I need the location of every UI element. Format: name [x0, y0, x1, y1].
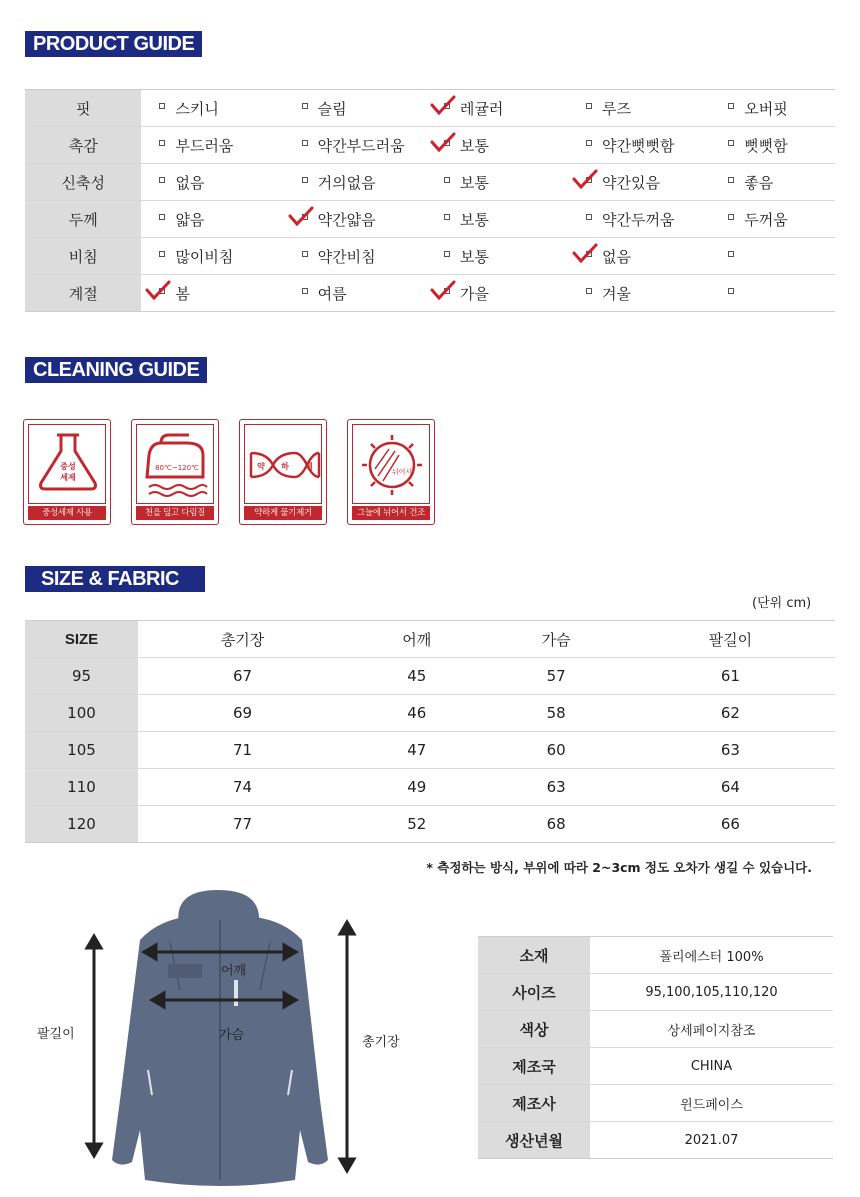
guide-option	[284, 201, 426, 238]
guide-option	[426, 164, 568, 201]
size-label-cell: 110	[25, 769, 138, 806]
checkbox-icon	[159, 214, 165, 220]
label-chest: 가슴	[219, 1028, 245, 1043]
size-header-row	[25, 621, 835, 658]
guide-option-label: 보통	[459, 173, 489, 192]
guide-option	[710, 127, 835, 164]
guide-option	[141, 127, 283, 164]
checkmark-icon	[430, 94, 456, 116]
wring-char-3: 게	[305, 462, 313, 471]
checkbox-icon	[302, 140, 308, 146]
fabric-value: 폴리에스터 100%	[590, 937, 833, 974]
guide-option	[141, 90, 283, 127]
guide-option	[710, 164, 835, 201]
checkbox-icon	[728, 288, 734, 294]
guide-option-label: 루즈	[602, 99, 632, 118]
checkbox-icon	[586, 140, 592, 146]
guide-option	[710, 275, 835, 312]
checkbox-icon	[302, 103, 308, 109]
guide-row	[25, 164, 835, 201]
guide-option-label: 겨울	[602, 284, 632, 303]
care-item-iron	[131, 419, 219, 525]
size-value-cell: 64	[626, 769, 835, 806]
fabric-row	[478, 1011, 833, 1048]
guide-option	[141, 275, 283, 312]
guide-option-label: 오버핏	[744, 99, 788, 118]
guide-option	[568, 164, 710, 201]
checkmark-icon	[145, 279, 171, 301]
fabric-row	[478, 1085, 833, 1122]
fabric-label: 생산년월	[478, 1122, 590, 1159]
checkbox-icon	[586, 103, 592, 109]
guide-row	[25, 275, 835, 312]
fabric-value: 상세페이지참조	[590, 1011, 833, 1048]
size-row	[25, 658, 835, 695]
checkbox-icon	[728, 177, 734, 183]
guide-option-label: 슬림	[317, 99, 347, 118]
wring-char-1: 약	[257, 462, 265, 471]
dry-label: 뉘어서	[391, 468, 413, 476]
fabric-label: 사이즈	[478, 974, 590, 1011]
size-value-cell: 58	[486, 695, 625, 732]
guide-option-label: 약간있음	[602, 173, 661, 192]
shade-dry-flat-icon	[353, 425, 431, 503]
size-value-cell: 47	[347, 732, 486, 769]
care-item-detergent	[23, 419, 111, 525]
size-header-cell: 어깨	[347, 621, 486, 658]
size-value-cell: 74	[138, 769, 347, 806]
size-value-cell: 60	[486, 732, 625, 769]
checkbox-icon	[159, 251, 165, 257]
checkbox-icon	[728, 140, 734, 146]
size-value-cell: 63	[626, 732, 835, 769]
checkmark-icon	[288, 205, 314, 227]
size-value-cell: 57	[486, 658, 625, 695]
fabric-row	[478, 974, 833, 1011]
checkbox-icon	[728, 103, 734, 109]
checkbox-icon	[159, 177, 165, 183]
guide-option-label: 약간두꺼움	[602, 210, 675, 229]
size-value-cell: 52	[407, 815, 427, 833]
guide-option-label: 뻣뻣함	[744, 136, 788, 155]
size-header-cell: 가슴	[486, 621, 625, 658]
guide-option-label: 없음	[602, 247, 632, 266]
size-value-cell: 71	[138, 732, 347, 769]
guide-option-label: 좋음	[744, 173, 774, 192]
fabric-label: 색상	[478, 1011, 590, 1048]
size-header-cell: SIZE	[25, 621, 138, 658]
guide-option-label: 약간뻣뻣함	[602, 136, 675, 155]
care-item-wring	[239, 419, 327, 525]
guide-row-label: 비침	[25, 238, 141, 275]
size-row	[25, 806, 835, 843]
guide-option-label: 레귤러	[459, 99, 504, 118]
size-value-cell: 68	[546, 815, 566, 833]
guide-option-label: 없음	[175, 173, 205, 192]
care-item-dry	[347, 419, 435, 525]
guide-option	[568, 201, 710, 238]
guide-row	[25, 238, 835, 275]
guide-row-label: 신축성	[25, 164, 141, 201]
gentle-wring-icon	[245, 425, 323, 503]
label-length: 총기장	[362, 1035, 400, 1050]
guide-option	[568, 90, 710, 127]
detergent-line1: 중성	[60, 462, 76, 471]
guide-option-label: 여름	[317, 284, 347, 303]
guide-option	[568, 275, 710, 312]
checkbox-icon	[728, 214, 734, 220]
size-note: * 측정하는 방식, 부위에 따라 2~3cm 정도 오차가 생길 수 있습니다.	[426, 860, 812, 875]
fabric-value: 윈드페이스	[590, 1085, 833, 1122]
checkbox-icon	[159, 103, 165, 109]
guide-option-label: 부드러움	[175, 136, 234, 155]
guide-row	[25, 201, 835, 238]
guide-option	[141, 238, 283, 275]
care-caption: 약하게 물기제거	[244, 506, 322, 520]
guide-option	[710, 238, 835, 275]
size-unit: (단위 cm)	[752, 596, 812, 611]
product-guide-title: PRODUCT GUIDE	[25, 31, 202, 57]
guide-row-label: 계절	[25, 275, 141, 312]
checkmark-icon	[572, 168, 598, 190]
guide-option	[284, 275, 426, 312]
guide-option-label: 보통	[459, 247, 489, 266]
guide-option-label: 가을	[459, 284, 489, 303]
size-value-cell: 63	[486, 769, 625, 806]
iron-icon	[137, 425, 215, 503]
checkmark-icon	[430, 279, 456, 301]
fabric-row	[478, 937, 833, 974]
checkmark-icon	[430, 131, 456, 153]
guide-option	[426, 238, 568, 275]
guide-option	[568, 127, 710, 164]
checkbox-icon	[302, 288, 308, 294]
guide-option-label: 약간비침	[317, 247, 376, 266]
product-guide-table	[25, 89, 835, 312]
size-value-cell: 67	[138, 658, 347, 695]
guide-row-label: 촉감	[25, 127, 141, 164]
detergent-line2: 세제	[60, 473, 76, 482]
label-shoulder: 어깨	[221, 964, 247, 979]
checkbox-icon	[586, 214, 592, 220]
size-value-cell: 45	[347, 658, 486, 695]
guide-option	[426, 201, 568, 238]
guide-row-label: 핏	[25, 90, 141, 127]
size-value-cell: 49	[347, 769, 486, 806]
size-value-cell: 61	[626, 658, 835, 695]
size-table	[25, 620, 835, 843]
size-value-cell: 77	[233, 815, 253, 833]
neutral-detergent-icon	[29, 425, 107, 503]
size-value-cell: 69	[138, 695, 347, 732]
guide-option-label: 봄	[175, 284, 190, 303]
guide-option	[284, 127, 426, 164]
checkbox-icon	[444, 214, 450, 220]
guide-option-label: 보통	[459, 136, 489, 155]
size-header-cell: 팔길이	[626, 621, 835, 658]
fabric-label: 제조사	[478, 1085, 590, 1122]
size-header-cell: 총기장	[138, 621, 347, 658]
guide-option	[141, 164, 283, 201]
guide-option-label: 스키니	[175, 99, 219, 118]
guide-option	[426, 90, 568, 127]
checkbox-icon	[302, 177, 308, 183]
size-label-cell: 105	[25, 732, 138, 769]
fabric-value: 95,100,105,110,120	[590, 974, 833, 1011]
label-sleeve: 팔길이	[37, 1027, 75, 1042]
fabric-row	[478, 1048, 833, 1085]
guide-option	[710, 90, 835, 127]
guide-option	[284, 90, 426, 127]
fabric-label: 제조국	[478, 1048, 590, 1085]
guide-row-label: 두께	[25, 201, 141, 238]
size-label-cell: 120	[25, 806, 138, 843]
fabric-table	[478, 936, 833, 1159]
guide-option-label: 약간얇음	[317, 210, 376, 229]
wring-char-2: 하	[281, 462, 289, 471]
guide-option	[710, 201, 835, 238]
size-label-cell: 100	[25, 695, 138, 732]
fabric-row	[478, 1122, 833, 1159]
cleaning-guide-title: CLEANING GUIDE	[25, 357, 207, 383]
size-row	[25, 695, 835, 732]
guide-option-label: 얇음	[175, 210, 205, 229]
size-fabric-title: SIZE & FABRIC	[25, 566, 205, 592]
care-caption: 중성세제 사용	[28, 506, 106, 520]
checkbox-icon	[444, 251, 450, 257]
size-value-cell: 46	[347, 695, 486, 732]
iron-temp: 80℃~120℃	[155, 464, 199, 472]
size-label-cell: 95	[25, 658, 138, 695]
guide-option-label: 보통	[459, 210, 489, 229]
jacket-diagram	[20, 880, 440, 1190]
guide-option	[284, 238, 426, 275]
checkbox-icon	[586, 288, 592, 294]
guide-option-label: 거의없음	[317, 173, 376, 192]
size-value-cell: 62	[626, 695, 835, 732]
size-value-cell: 66	[720, 815, 740, 833]
fabric-value: CHINA	[590, 1048, 833, 1085]
care-caption: 천을 덮고 다림질	[136, 506, 214, 520]
guide-option	[426, 275, 568, 312]
size-row	[25, 769, 835, 806]
guide-option-label: 많이비침	[175, 247, 234, 266]
guide-option-label: 두꺼움	[744, 210, 788, 229]
care-caption: 그늘에 뉘어서 건조	[352, 506, 430, 520]
guide-row	[25, 90, 835, 127]
checkbox-icon	[444, 177, 450, 183]
checkmark-icon	[572, 242, 598, 264]
guide-option	[568, 238, 710, 275]
guide-option-label: 약간부드러움	[317, 136, 405, 155]
guide-option	[426, 127, 568, 164]
fabric-value: 2021.07	[684, 1132, 739, 1148]
size-row	[25, 732, 835, 769]
checkbox-icon	[159, 140, 165, 146]
fabric-label: 소재	[478, 937, 590, 974]
checkbox-icon	[728, 251, 734, 257]
guide-option	[141, 201, 283, 238]
guide-row	[25, 127, 835, 164]
checkbox-icon	[302, 251, 308, 257]
guide-option	[284, 164, 426, 201]
